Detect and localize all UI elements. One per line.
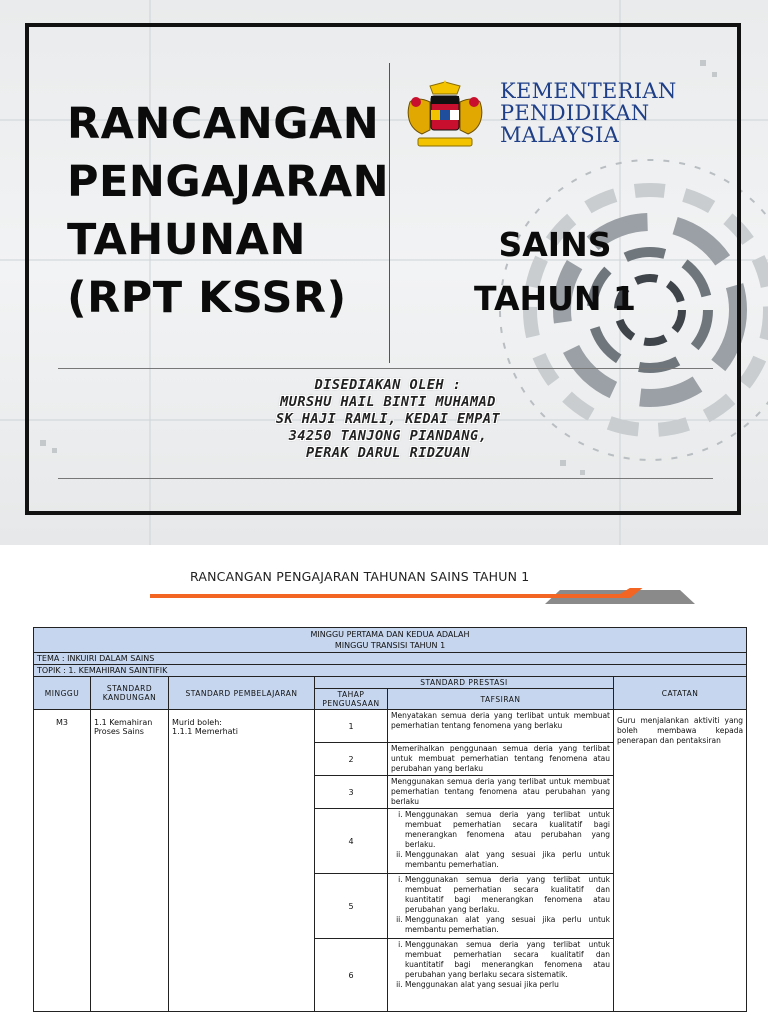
page-banner-title: RANCANGAN PENGAJARAN TAHUNAN SAINS TAHUN 1 <box>190 569 530 584</box>
ministry-line: PENDIDIKAN <box>500 101 650 125</box>
ministry-line: KEMENTERIAN <box>500 79 677 103</box>
prepared-line: PERAK DARUL RIDZUAN <box>306 445 470 461</box>
tema-cell: TEMA : INKUIRI DALAM SAINS <box>34 653 747 665</box>
header-minggu: MINGGU <box>34 677 91 710</box>
tafsiran-item: i. Menggunakan semua deria yang terlibat untuk membuat pemerhatian secara kualitatif dan kuantitatif bagi menerangkan fenomena atau perubahan yang berlaku secara sistematik. <box>405 940 610 980</box>
subject-line: SAINS <box>498 225 612 264</box>
ministry-name <box>500 80 677 146</box>
tafsiran-cell <box>388 874 614 939</box>
notice-line: MINGGU PERTAMA DAN KEDUA ADALAH <box>310 630 470 639</box>
topik-row <box>34 665 747 677</box>
header-row <box>34 677 747 689</box>
title-line: TAHUNAN <box>67 215 306 265</box>
tafsiran-list <box>391 810 610 870</box>
prepared-line: SK HAJI RAMLI, KEDAI EMPAT <box>275 411 501 427</box>
banner-stripe-graphic <box>150 588 695 610</box>
tafsiran-cell: Menggunakan semua deria yang terlibat untuk membuat pemerhatian tentang fenomena atau perubahan yang berlaku <box>388 776 614 809</box>
title-line: RANCANGAN <box>67 99 380 149</box>
notice-row <box>34 628 747 653</box>
prepared-line: MURSHU HAIL BINTI MUHAMAD <box>280 394 496 410</box>
horizontal-divider <box>58 368 713 369</box>
tahap-cell: 2 <box>315 743 388 776</box>
header-catatan: CATATAN <box>614 677 747 710</box>
pembelajaran-cell <box>169 710 315 1012</box>
topik-cell: TOPIK : 1. KEMAHIRAN SAINTIFIK <box>34 665 747 677</box>
tafsiran-cell <box>388 939 614 1012</box>
prepared-line: 34250 TANJONG PIANDANG, <box>288 428 488 444</box>
tahap-cell: 4 <box>315 809 388 874</box>
tahap-cell: 5 <box>315 874 388 939</box>
subject-line: TAHUN 1 <box>474 279 636 318</box>
tafsiran-item: i. Menggunakan semua deria yang terlibat untuk membuat pemerhatian secara kualitatif bagi menerangkan fenomena atau perubahan yang berlaku. <box>405 810 610 850</box>
minggu-cell: M3 <box>34 710 91 1012</box>
header-standard-kandungan: STANDARD KANDUNGAN <box>91 677 169 710</box>
tafsiran-cell <box>388 809 614 874</box>
pembelajaran-line: 1.1.1 Memerhati <box>172 727 238 736</box>
ministry-line: MALAYSIA <box>500 123 620 147</box>
cover-title <box>67 95 389 327</box>
tafsiran-list <box>391 875 610 935</box>
tafsiran-item: ii. Menggunakan alat yang sesuai jika perlu <box>405 980 610 990</box>
table-row <box>34 710 747 743</box>
title-line: (RPT KSSR) <box>67 273 347 323</box>
tema-row <box>34 653 747 665</box>
catatan-cell: Guru menjalankan aktiviti yang boleh membawa kepada penerapan dan pentaksiran <box>614 710 747 1012</box>
header-standard-prestasi: STANDARD PRESTASI <box>315 677 614 689</box>
tahap-cell: 6 <box>315 939 388 1012</box>
tafsiran-item: i. Menggunakan semua deria yang terlibat untuk membuat pemerhatian secara kualitatif dan kuantitatif bagi menerangkan fenomena atau perubahan yang berlaku. <box>405 875 610 915</box>
rpt-table <box>33 627 747 1012</box>
header-tafsiran: TAFSIRAN <box>388 689 614 710</box>
notice-cell <box>34 628 747 653</box>
header-standard-pembelajaran: STANDARD PEMBELAJARAN <box>169 677 315 710</box>
pembelajaran-line: Murid boleh: <box>172 718 222 727</box>
kandungan-cell: 1.1 Kemahiran Proses Sains <box>91 710 169 1012</box>
malaysia-coat-of-arms-icon <box>400 80 490 152</box>
header-tahap: TAHAP PENGUASAAN <box>315 689 388 710</box>
notice-line: MINGGU TRANSISI TAHUN 1 <box>334 641 446 650</box>
tafsiran-list <box>391 940 610 990</box>
tahap-cell: 3 <box>315 776 388 809</box>
vertical-divider <box>389 63 390 363</box>
page-gap <box>0 545 768 560</box>
tafsiran-item: ii. Menggunakan alat yang sesuai jika perlu untuk membantu pemerhatian. <box>405 850 610 870</box>
horizontal-divider <box>58 478 713 479</box>
tafsiran-cell: Menyatakan semua deria yang terlibat untuk membuat pemerhatian tentang fenomena yang berlaku <box>388 710 614 743</box>
tafsiran-cell: Memerihalkan penggunaan semua deria yang terlibat untuk membuat pemerhatian tentang fenomena atau perubahan yang berlaku <box>388 743 614 776</box>
subject-title <box>465 218 645 326</box>
prepared-line: DISEDIAKAN OLEH : <box>314 377 462 393</box>
tahap-cell: 1 <box>315 710 388 743</box>
prepared-by-block <box>200 377 576 462</box>
title-line: PENGAJARAN <box>67 157 390 207</box>
tafsiran-item: ii. Menggunakan alat yang sesuai jika perlu untuk membantu pemerhatian. <box>405 915 610 935</box>
